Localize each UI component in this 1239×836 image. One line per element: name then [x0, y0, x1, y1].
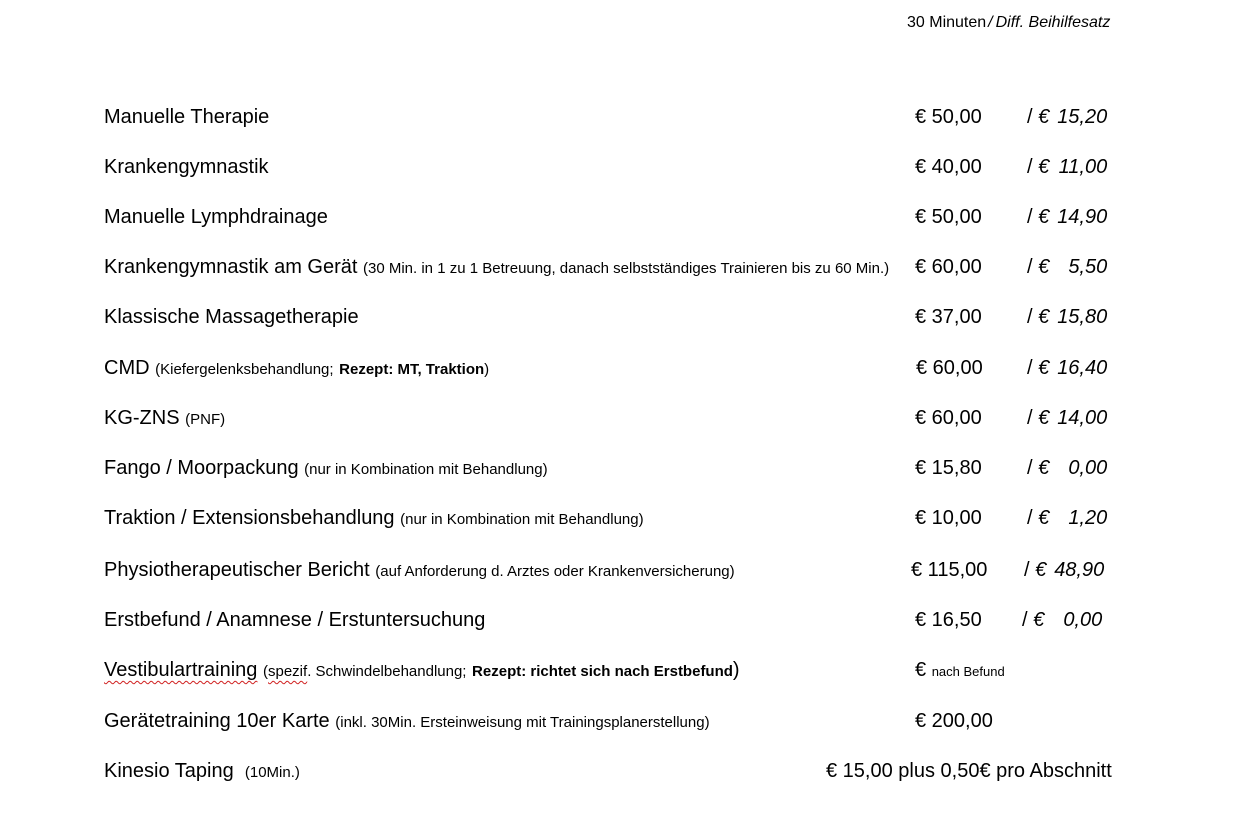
service-name: Physiotherapeutischer Bericht: [104, 559, 370, 581]
diff-value: 14,90: [1057, 206, 1108, 228]
diff-price: [1027, 453, 1107, 483]
service-name: Manuelle Lymphdrainage: [104, 206, 328, 228]
diff-price: [1027, 503, 1107, 533]
diff-currency: €: [1038, 206, 1050, 228]
diff-price: [1027, 353, 1107, 383]
diff-value: 15,20: [1057, 106, 1108, 128]
service-price: € 60,00: [916, 357, 983, 379]
service-row: [104, 503, 644, 533]
service-price: € 37,00: [915, 306, 982, 328]
note-open: (: [263, 663, 268, 680]
note-close: ): [732, 659, 740, 681]
diff-price: [1022, 605, 1102, 635]
service-price: € 16,50: [915, 609, 982, 631]
service-row: [104, 252, 889, 282]
column-header: [907, 14, 1110, 32]
service-name: Vestibulartraining: [104, 659, 258, 681]
diff-separator: /: [1027, 407, 1033, 429]
diff-currency: €: [1038, 106, 1050, 128]
service-price: € 15,80: [915, 457, 982, 479]
service-row: [104, 655, 740, 685]
diff-currency: €: [1038, 256, 1050, 278]
service-name: Krankengymnastik: [104, 156, 269, 178]
service-price: € 40,00: [915, 156, 982, 178]
diff-currency: €: [1038, 306, 1050, 328]
diff-value: 11,00: [1058, 156, 1108, 178]
diff-separator: /: [1027, 357, 1033, 379]
price-currency: €: [915, 659, 927, 681]
service-row: [104, 353, 489, 383]
service-row: [104, 706, 710, 736]
diff-price: [1027, 202, 1107, 232]
diff-currency: €: [1035, 559, 1047, 581]
service-price: € 15,00 plus 0,50€ pro Abschnitt: [826, 760, 1112, 782]
duration-label: 30 Minuten: [907, 14, 987, 31]
diff-value: 48,90: [1054, 559, 1105, 581]
service-row: [104, 302, 359, 332]
note-abbreviation: spezif: [268, 663, 308, 680]
service-price: € 200,00: [915, 710, 993, 732]
diff-price: [1027, 152, 1107, 182]
service-price: € 50,00: [915, 206, 982, 228]
service-price: € 60,00: [915, 256, 982, 278]
diff-beihilfesatz-label: Diff. Beihilfesatz: [995, 14, 1111, 31]
diff-separator: /: [1027, 457, 1033, 479]
service-note: (nur in Kombination mit Behandlung): [304, 461, 548, 478]
diff-value: 0,00: [1068, 457, 1108, 479]
service-row: [104, 605, 485, 635]
diff-price: [1027, 102, 1107, 132]
diff-value: 0,00: [1063, 609, 1103, 631]
service-name: Krankengymnastik am Gerät: [104, 256, 358, 278]
diff-value: 14,00: [1057, 407, 1108, 429]
diff-separator: /: [1027, 256, 1033, 278]
service-name: Gerätetraining 10er Karte: [104, 710, 330, 732]
service-row: [104, 756, 300, 786]
diff-price: [1024, 555, 1104, 585]
diff-separator: /: [1027, 507, 1033, 529]
service-price: € 50,00: [915, 106, 982, 128]
service-price: € 10,00: [915, 507, 982, 529]
prescription-note: Rezept: MT, Traktion: [339, 361, 485, 378]
prescription-note: Rezept: richtet sich nach Erstbefund: [472, 663, 733, 680]
header-separator: /: [988, 14, 993, 31]
diff-value: 16,40: [1057, 357, 1108, 379]
service-name: Manuelle Therapie: [104, 106, 270, 128]
note-close: ): [484, 361, 490, 378]
price-note: nach Befund: [931, 664, 1005, 679]
diff-currency: €: [1038, 156, 1050, 178]
service-name: Erstbefund / Anamnese / Erstuntersuchung: [104, 609, 486, 631]
service-name: Fango / Moorpackung: [104, 457, 299, 479]
diff-price: [1027, 403, 1107, 433]
service-price: [915, 655, 1005, 687]
service-price: € 115,00: [911, 559, 988, 581]
diff-separator: /: [1027, 106, 1033, 128]
service-note: (Kiefergelenksbehandlung;: [155, 361, 334, 378]
diff-separator: /: [1022, 609, 1028, 631]
diff-separator: /: [1027, 206, 1033, 228]
diff-currency: €: [1038, 407, 1050, 429]
service-name: Traktion / Extensionsbehandlung: [104, 507, 395, 529]
service-row: [104, 202, 328, 232]
diff-currency: €: [1038, 507, 1050, 529]
service-row: [104, 102, 269, 132]
diff-separator: /: [1027, 306, 1033, 328]
service-name: KG-ZNS: [104, 407, 180, 429]
service-note: (PNF): [185, 411, 226, 428]
diff-value: 15,80: [1057, 306, 1108, 328]
diff-currency: €: [1038, 357, 1050, 379]
diff-value: 5,50: [1068, 256, 1108, 278]
service-note: (30 Min. in 1 zu 1 Betreuung, danach selbstständiges Trainieren bis zu 60 Min.): [363, 260, 890, 277]
service-name: CMD: [104, 357, 150, 379]
service-name: Klassische Massagetherapie: [104, 306, 359, 328]
diff-separator: /: [1027, 156, 1033, 178]
service-note: . Schwindelbehandlung;: [307, 663, 467, 680]
diff-price: [1027, 252, 1107, 282]
service-row: [104, 403, 225, 433]
service-name: Kinesio Taping: [104, 760, 234, 782]
service-note: (10Min.): [244, 764, 300, 781]
diff-value: 1,20: [1068, 507, 1108, 529]
diff-price: [1027, 302, 1107, 332]
service-note: (nur in Kombination mit Behandlung): [400, 511, 644, 528]
service-row: [104, 453, 548, 483]
service-note: (inkl. 30Min. Ersteinweisung mit Trainingsplanerstellung): [335, 714, 710, 731]
diff-currency: €: [1038, 457, 1050, 479]
service-note: (auf Anforderung d. Arztes oder Krankenversicherung): [375, 563, 735, 580]
service-row: [104, 152, 269, 182]
service-row: [104, 555, 735, 585]
service-price: € 60,00: [915, 407, 982, 429]
diff-currency: €: [1033, 609, 1045, 631]
diff-separator: /: [1024, 559, 1030, 581]
